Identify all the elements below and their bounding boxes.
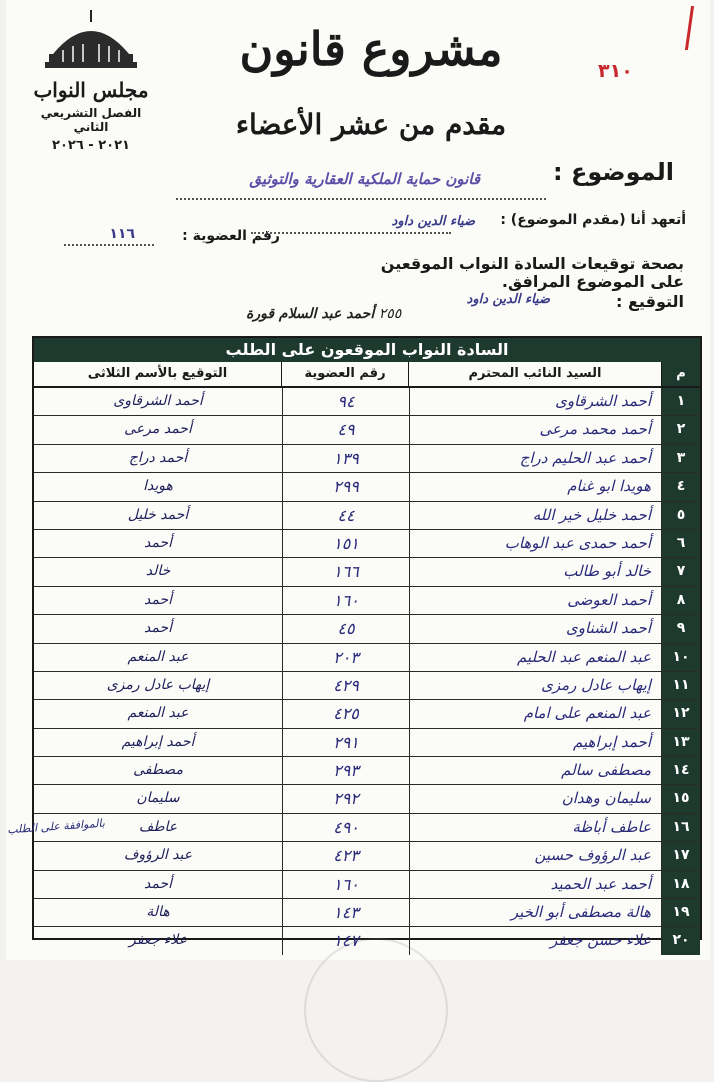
- subject-value: قانون حماية الملكية العقارية والتوثيق: [249, 170, 480, 188]
- header-num: م: [661, 362, 700, 386]
- row-name: أحمد عبد الحميد: [409, 871, 661, 898]
- row-signature: عاطف: [138, 818, 178, 835]
- row-name: هويدا ابو غنام: [409, 473, 661, 500]
- table-row: [34, 814, 700, 842]
- row-num: ٨: [661, 587, 700, 614]
- row-num: ٤: [661, 473, 700, 500]
- row-name: أحمد حمدى عبد الوهاب: [409, 530, 661, 557]
- row-num: ٧: [661, 558, 700, 585]
- row-name: مصطفى سالم: [409, 757, 661, 784]
- page-number: ٣١٠: [598, 60, 633, 82]
- table-row: [34, 445, 700, 473]
- signature-value: ضياء الدين داود: [466, 292, 550, 307]
- row-name: عبد الرؤوف حسين: [409, 842, 661, 869]
- row-name: أحمد إبراهيم: [409, 729, 661, 756]
- row-name: أحمد الشرقاوى: [409, 388, 661, 415]
- table-row: [34, 899, 700, 927]
- row-membership: ٢٩٢: [282, 785, 409, 812]
- legislative-term: الفصل التشريعي الثاني: [40, 106, 142, 134]
- table-row: [34, 729, 700, 757]
- row-signature: أحمد إبراهيم: [121, 733, 195, 750]
- row-membership: ٤٥: [282, 615, 409, 642]
- dome-icon: [43, 10, 139, 70]
- pledge-dotted-line: [251, 232, 451, 234]
- row-name: أحمد عبد الحليم دراج: [409, 445, 661, 472]
- term-years: ٢٠٢١ - ٢٠٢٦: [52, 138, 130, 153]
- row-name: أحمد محمد مرعى: [409, 416, 661, 443]
- row-membership: ١٦٠: [282, 871, 409, 898]
- table-title: السادة النواب الموقعون على الطلب: [34, 338, 700, 362]
- row-membership: ٢٩١: [282, 729, 409, 756]
- row-num: ٩: [661, 615, 700, 642]
- row-membership: ١٥١: [282, 530, 409, 557]
- row-name: سليمان وهدان: [409, 785, 661, 812]
- row-name: عاطف أباظة: [409, 814, 661, 841]
- table-row: [34, 530, 700, 558]
- table-row: [34, 416, 700, 444]
- margin-note: بالموافقة على الطلب: [6, 816, 106, 837]
- row-num: ١٨: [661, 871, 700, 898]
- row-signature: عبد المنعم: [127, 648, 189, 665]
- row-signature: أحمد: [144, 591, 172, 608]
- row-membership: ٤٢٥: [282, 700, 409, 727]
- table-row: [34, 700, 700, 728]
- corner-mark: [685, 6, 714, 50]
- row-signature: أحمد: [144, 875, 172, 892]
- row-num: ١٣: [661, 729, 700, 756]
- row-num: ٢: [661, 416, 700, 443]
- membership-dotted-line: [64, 244, 154, 246]
- row-signature: مصطفى: [133, 762, 183, 779]
- row-membership: ٢٩٣: [282, 757, 409, 784]
- row-signature: أحمد: [144, 534, 172, 551]
- membership-label: رقم العضوية :: [182, 228, 280, 244]
- table-row: [34, 502, 700, 530]
- row-num: ٣: [661, 445, 700, 472]
- row-signature: عبد الرؤوف: [123, 847, 193, 864]
- table-row: [34, 644, 700, 672]
- parliament-name: مجلس النواب: [33, 78, 149, 102]
- row-num: ١٧: [661, 842, 700, 869]
- parliament-logo: [26, 10, 156, 153]
- row-membership: ٢٠٣: [282, 644, 409, 671]
- row-membership: ١٣٩: [282, 445, 409, 472]
- row-name: أحمد خليل خير الله: [409, 502, 661, 529]
- row-membership: ١٤٧: [282, 927, 409, 954]
- row-signature: أحمد خليل: [127, 506, 189, 523]
- row-name: عبد المنعم عبد الحليم: [409, 644, 661, 671]
- row-num: ١١: [661, 672, 700, 699]
- row-signature: إيهاب عادل رمزى: [106, 676, 210, 693]
- row-name: إيهاب عادل رمزى: [409, 672, 661, 699]
- table-row: [34, 871, 700, 899]
- row-num: ٦: [661, 530, 700, 557]
- table-row: [34, 672, 700, 700]
- header-name: السيد النائب المحترم: [408, 362, 661, 386]
- header-signature: التوقيع بالأسم الثلاثى: [87, 366, 228, 381]
- row-membership: ٤٢٩: [282, 672, 409, 699]
- row-name: أحمد الشناوى: [409, 615, 661, 642]
- subject-label: الموضوع :: [553, 158, 674, 186]
- validity-text-1: بصحة توقيعات السادة النواب الموقعين: [380, 254, 684, 273]
- row-membership: ٩٤: [282, 388, 409, 415]
- row-signature: أحمد: [144, 620, 172, 637]
- validity-text-2: على الموضوع المرافق.: [501, 272, 684, 291]
- row-num: ١٢: [661, 700, 700, 727]
- row-num: ١٠: [661, 644, 700, 671]
- extra-signature: [126, 306, 401, 322]
- extra-name: أحمد عبد السلام قورة: [246, 306, 375, 322]
- document-page: [6, 0, 710, 960]
- row-name: علاء حسن جعفر: [409, 927, 661, 954]
- table-row: [34, 388, 700, 416]
- pledge-name: ضياء الدين داود: [391, 214, 475, 229]
- row-signature: أحمد الشرقاوى: [113, 393, 203, 409]
- row-name: أحمد العوضى: [409, 587, 661, 614]
- row-membership: ٤٩: [282, 416, 409, 443]
- row-name: عبد المنعم على امام: [409, 700, 661, 727]
- row-num: ١٦: [661, 814, 700, 841]
- table-row: [34, 473, 700, 501]
- row-num: ٢٠: [661, 927, 700, 954]
- row-membership: ٤٤: [282, 502, 409, 529]
- table-row: [34, 558, 700, 586]
- row-membership: ١٦٦: [282, 558, 409, 585]
- row-num: ٥: [661, 502, 700, 529]
- table-row: [34, 615, 700, 643]
- row-num: ١٤: [661, 757, 700, 784]
- signature-label: التوقيع :: [616, 292, 684, 311]
- row-signature: سليمان: [136, 790, 180, 807]
- row-name: هالة مصطفى أبو الخير: [409, 899, 661, 926]
- row-num: ١: [661, 388, 700, 415]
- table-row: [34, 587, 700, 615]
- row-membership: ٤٢٣: [282, 842, 409, 869]
- row-signature: عبد المنعم: [127, 705, 189, 722]
- page-subtitle: مقدم من عشر الأعضاء: [235, 108, 507, 141]
- row-membership: ١٤٣: [282, 899, 409, 926]
- subject-dotted-line: [176, 198, 546, 200]
- row-membership: ٢٩٩: [282, 473, 409, 500]
- table-row: [34, 757, 700, 785]
- row-signature: علاء جعفر: [129, 932, 187, 949]
- table-body: [34, 388, 700, 955]
- row-membership: ٤٩٠: [282, 814, 409, 841]
- row-signature: هالة: [146, 904, 170, 921]
- row-signature: هويدا: [143, 478, 173, 495]
- pledge-label: أتعهد أنا (مقدم الموضوع) :: [500, 212, 686, 228]
- membership-value: ١١٦: [109, 226, 135, 242]
- table-row: [34, 785, 700, 813]
- row-num: ١٥: [661, 785, 700, 812]
- row-num: ١٩: [661, 899, 700, 926]
- header-membership: رقم العضوية: [281, 362, 408, 386]
- row-signature: أحمد مرعى: [124, 421, 192, 438]
- row-membership: ١٦٠: [282, 587, 409, 614]
- page-title: مشروع قانون: [239, 22, 503, 76]
- table-header: [34, 362, 700, 388]
- row-signature: أحمد دراج: [128, 449, 188, 466]
- signatures-table: [32, 336, 702, 951]
- row-signature: خالد: [145, 563, 171, 580]
- row-name: خالد أبو طالب: [409, 558, 661, 585]
- table-row: [34, 842, 700, 870]
- extra-number: ٢٥٥: [378, 306, 402, 322]
